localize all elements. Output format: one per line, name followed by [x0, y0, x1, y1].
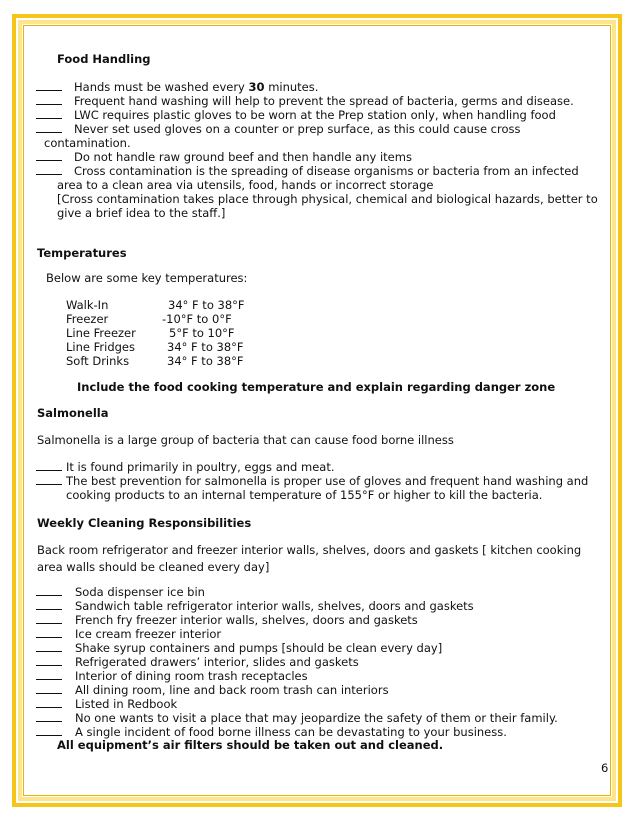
item-text: Frequent hand washing will help to prevent the spread of bacteria, germs and disease.: [74, 94, 574, 108]
checkbox-blank[interactable]: [36, 585, 62, 596]
checklist-item: [36, 122, 521, 136]
item-text: Do not handle raw ground beef and then handle any items: [74, 150, 412, 164]
item-continuation: area to a clean area via utensils, food, hands or incorrect storage: [57, 178, 434, 192]
checklist-item: [36, 613, 418, 627]
item-text: It is found primarily in poultry, eggs and meat.: [66, 460, 335, 474]
checklist-item: [36, 94, 574, 108]
item-text: Sandwich table refrigerator interior walls, shelves, doors and gaskets: [75, 599, 474, 613]
checklist-item: [36, 655, 359, 669]
checkbox-blank[interactable]: [36, 164, 62, 175]
item-text: Soda dispenser ice bin: [75, 585, 205, 599]
temperature-name: Walk-In: [66, 298, 109, 312]
checklist-item: [36, 683, 389, 697]
item-continuation: contamination.: [44, 136, 131, 150]
checklist-item: [36, 627, 222, 641]
item-bold-value: 30: [248, 80, 265, 94]
temperature-value: 34° F to 38°F: [168, 298, 245, 312]
temperature-value: 34° F to 38°F: [167, 340, 244, 354]
checkbox-blank[interactable]: [36, 711, 62, 722]
temperature-value: -10°F to 0°F: [162, 312, 232, 326]
cleaning-intro-line: area walls should be cleaned every day]: [37, 560, 270, 574]
item-text: LWC requires plastic gloves to be worn at the Prep station only, when handling food: [74, 108, 556, 122]
checklist-item: [36, 711, 558, 725]
checklist-item: [36, 460, 335, 474]
item-text: Hands must be washed every: [74, 80, 249, 94]
checkbox-blank[interactable]: [36, 460, 62, 471]
item-text: Shake syrup containers and pumps [should be clean every day]: [75, 641, 443, 655]
item-text-end: minutes.: [264, 80, 319, 94]
item-text: Refrigerated drawers’ interior, slides and gaskets: [75, 655, 359, 669]
salmonella-heading: Salmonella: [37, 406, 109, 420]
checklist-item: [36, 164, 579, 178]
temperature-value: 34° F to 38°F: [167, 354, 244, 368]
item-continuation: cooking products to an internal temperature of 155°F or higher to kill the bacteria.: [66, 488, 543, 502]
checklist-item: [36, 150, 412, 164]
item-text: Interior of dining room trash receptacles: [75, 669, 308, 683]
item-text: Never set used gloves on a counter or prep surface, as this could cause cross: [74, 122, 521, 136]
item-text: Ice cream freezer interior: [75, 627, 222, 641]
checkbox-blank[interactable]: [36, 613, 62, 624]
temperature-instruction: Include the food cooking temperature and explain regarding danger zone: [77, 380, 556, 394]
temperatures-intro: Below are some key temperatures:: [46, 271, 248, 285]
checklist-item: [36, 108, 556, 122]
checklist-item: [36, 585, 205, 599]
checklist-item: [36, 474, 589, 488]
checkbox-blank[interactable]: [36, 641, 62, 652]
cleaning-footer: All equipment’s air filters should be taken out and cleaned.: [57, 738, 444, 752]
checklist-item: [36, 725, 507, 739]
checklist-item: [36, 697, 178, 711]
cleaning-heading: Weekly Cleaning Responsibilities: [37, 516, 252, 530]
item-text: French fry freezer interior walls, shelves, doors and gaskets: [75, 613, 418, 627]
checklist-item: [36, 641, 443, 655]
checkbox-blank[interactable]: [36, 669, 62, 680]
temperatures-heading: Temperatures: [37, 246, 127, 260]
checkbox-blank[interactable]: [36, 627, 62, 638]
checklist-item: [36, 669, 308, 683]
item-text: Listed in Redbook: [75, 697, 178, 711]
checkbox-blank[interactable]: [36, 655, 62, 666]
item-text: The best prevention for salmonella is proper use of gloves and frequent hand washing and: [66, 474, 589, 488]
temperature-name: Line Freezer: [66, 326, 136, 340]
temperature-table: [0, 298, 400, 370]
checkbox-blank[interactable]: [36, 108, 62, 119]
cleaning-intro-line: Back room refrigerator and freezer interior walls, shelves, doors and gaskets [ kitchen cooking: [37, 543, 582, 557]
temperature-name: Soft Drinks: [66, 354, 130, 368]
item-text: All dining room, line and back room trash can interiors: [75, 683, 389, 697]
food-handling-heading: Food Handling: [57, 52, 151, 66]
note-line: give a brief idea to the staff.]: [57, 206, 226, 220]
checklist-item: [36, 599, 474, 613]
item-text: No one wants to visit a place that may jeopardize the safety of them or their family.: [75, 711, 558, 725]
checkbox-blank[interactable]: [36, 725, 62, 736]
note-line: [Cross contamination takes place through physical, chemical and biological hazards, better to: [57, 192, 598, 206]
checkbox-blank[interactable]: [36, 599, 62, 610]
temperature-name: Line Fridges: [66, 340, 135, 354]
item-text: Cross contamination is the spreading of disease organisms or bacteria from an infected: [74, 164, 579, 178]
checkbox-blank[interactable]: [36, 94, 62, 105]
page-number: 6: [601, 761, 609, 775]
checkbox-blank[interactable]: [36, 122, 62, 133]
temperature-value: 5°F to 10°F: [169, 326, 235, 340]
checkbox-blank[interactable]: [36, 150, 62, 161]
checkbox-blank[interactable]: [36, 697, 62, 708]
checkbox-blank[interactable]: [36, 80, 62, 91]
salmonella-intro: Salmonella is a large group of bacteria that can cause food borne illness: [37, 433, 454, 447]
checkbox-blank[interactable]: [36, 683, 62, 694]
checklist-item: [36, 80, 319, 94]
checkbox-blank[interactable]: [36, 474, 62, 485]
item-text: A single incident of food borne illness can be devastating to your business.: [75, 725, 507, 739]
temperature-name: Freezer: [66, 312, 109, 326]
